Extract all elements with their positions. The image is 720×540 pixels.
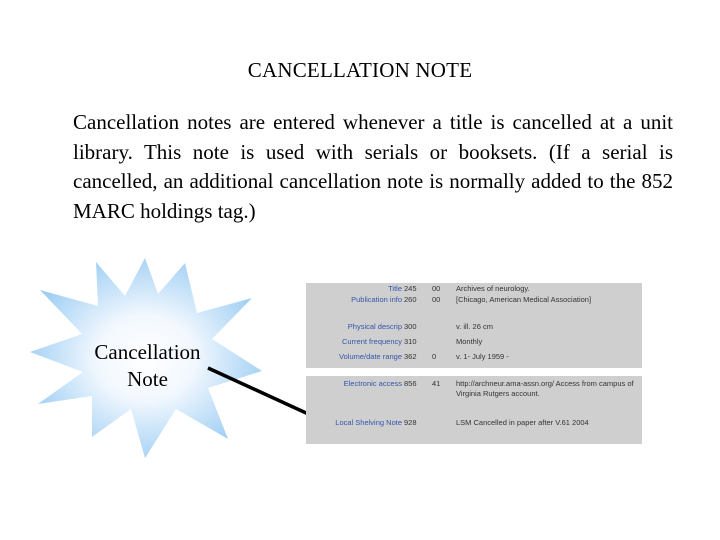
field-value: v. 1- July 1959 - xyxy=(456,352,509,361)
field-value: Monthly xyxy=(456,337,483,346)
field-indicator: 41 xyxy=(432,379,441,388)
field-tag: 245 xyxy=(404,284,417,293)
callout-label-line1: Cancellation xyxy=(94,340,201,364)
pointer-arrow xyxy=(208,368,317,418)
body-paragraph: Cancellation notes are entered whenever a title is cancelled at a unit library. This note is used with serials or booksets. (If a serial is cancelled, an additional cancellation note is normally added to the 852 MARC holdings tag.) xyxy=(73,110,673,223)
field-tag: 928 xyxy=(404,418,417,427)
record-row xyxy=(306,337,642,347)
callout-label xyxy=(80,339,215,393)
record-row xyxy=(306,322,642,332)
record-row xyxy=(306,284,642,294)
field-tag: 260 xyxy=(404,295,417,304)
field-indicator: 0 xyxy=(432,352,437,361)
field-indicator: 00 xyxy=(432,284,441,293)
field-label: Electronic access xyxy=(343,379,402,388)
record-row xyxy=(306,379,642,398)
field-tag: 310 xyxy=(404,337,417,346)
field-value: Archives of neurology. xyxy=(456,284,530,293)
field-value: [Chicago, American Medical Association] xyxy=(456,295,592,304)
marc-record-screenshot xyxy=(306,283,642,444)
field-label: Title xyxy=(388,284,402,293)
field-value: v. ill. 26 cm xyxy=(456,322,493,331)
field-tag: 362 xyxy=(404,352,417,361)
field-tag: 856 xyxy=(404,379,417,388)
field-tag: 300 xyxy=(404,322,417,331)
record-row xyxy=(306,418,642,428)
callout-label-line2: Note xyxy=(127,367,168,391)
field-label: Current frequency xyxy=(341,337,402,346)
field-label: Volume/date range xyxy=(339,352,402,361)
record-divider xyxy=(306,368,642,376)
field-value: http://archneur.ama-assn.org/ Access from campus of Virginia Rutgers account. xyxy=(456,379,634,398)
record-row xyxy=(306,352,642,362)
slide-title: CANCELLATION NOTE xyxy=(247,58,473,82)
field-label: Local Shelving Note xyxy=(335,418,402,427)
field-label: Publication info xyxy=(351,295,402,304)
field-label: Physical descrip xyxy=(347,322,402,331)
record-row xyxy=(306,295,642,305)
field-indicator: 00 xyxy=(432,295,441,304)
field-value: LSM Cancelled in paper after V.61 2004 xyxy=(456,418,589,427)
